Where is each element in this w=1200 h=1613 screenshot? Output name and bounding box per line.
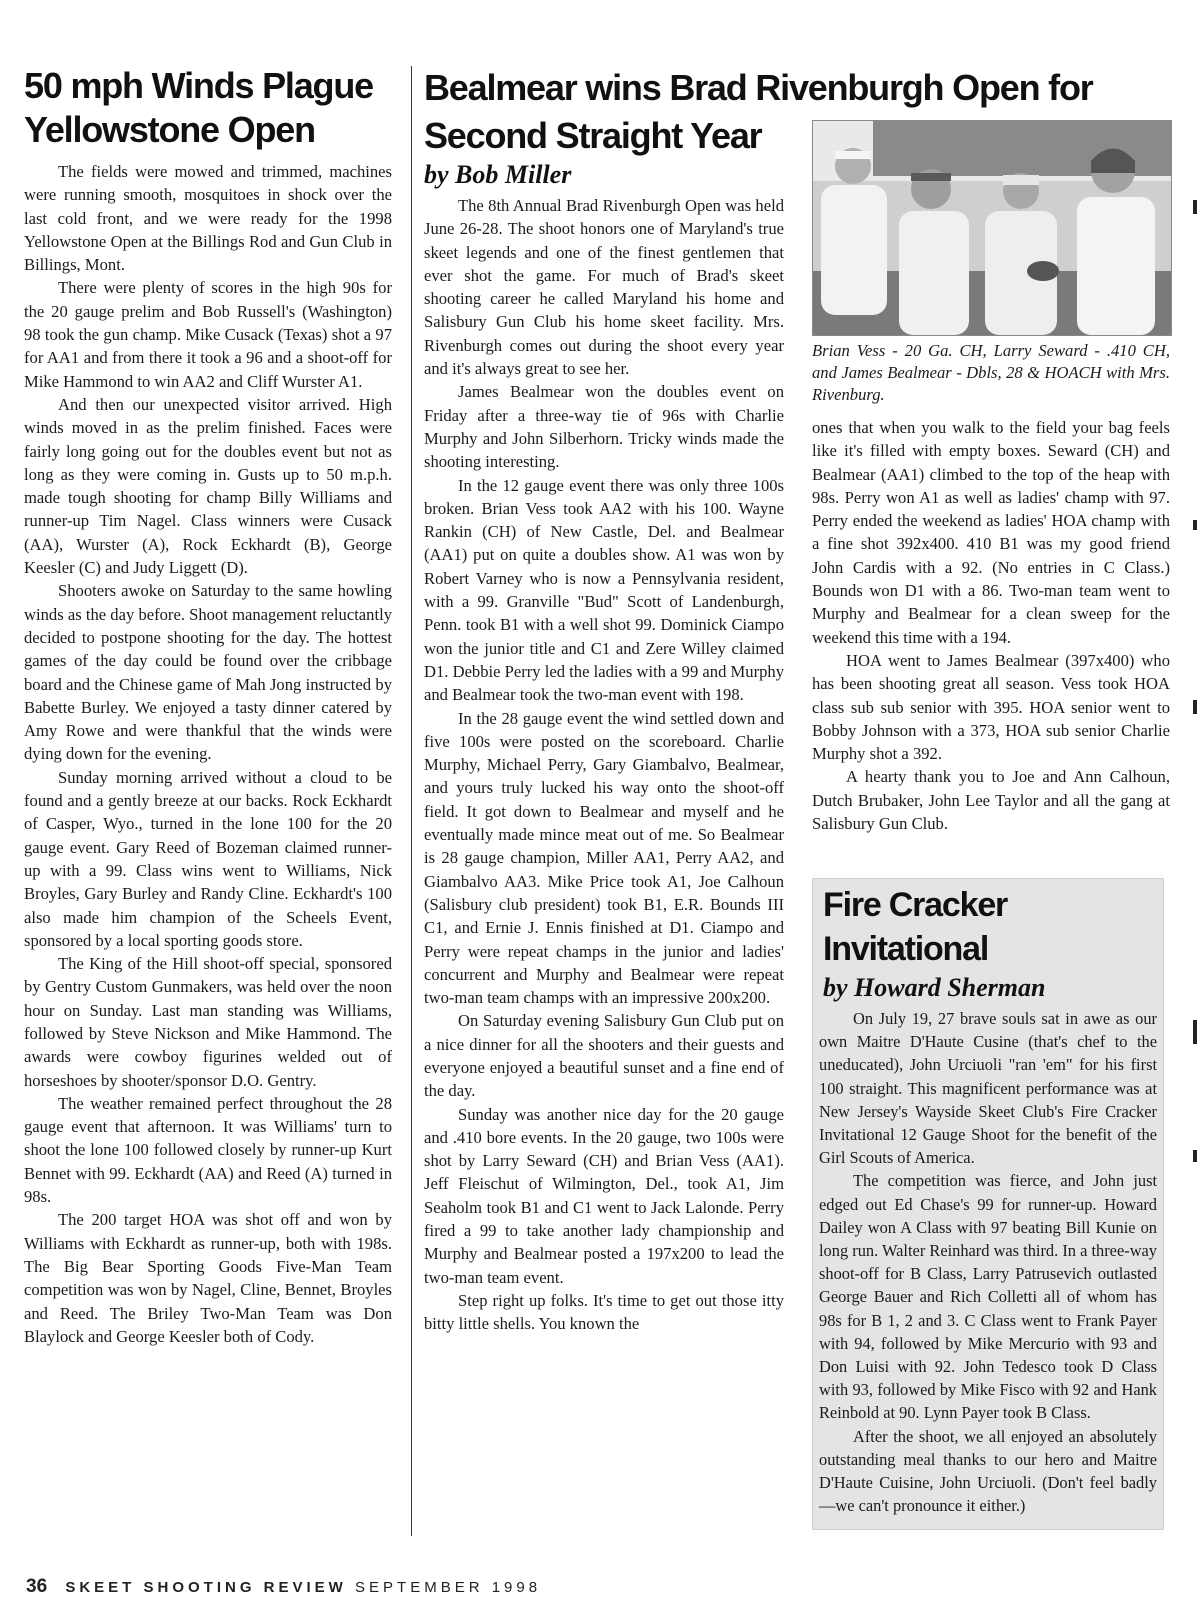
main-article [424, 160, 784, 1336]
main-byline: by Bob Miller [424, 160, 572, 189]
scan-edge-mark [1193, 700, 1197, 714]
paragraph: The 8th Annual Brad Rivenburgh Open was held June 26-28. The shoot honors one of Maryland's true skeet legends and one of the finest gentlemen that ever shot the game. For much of Brad's skeet shooting career he called Maryland his home and Salisbury Gun Club his home skeet facility. Mrs. Rivenburgh comes out during the shoot every year and it's always great to see her. [424, 196, 784, 379]
paragraph: Sunday was another nice day for the 20 gauge and .410 bore events. In the 20 gauge, two 100s were shot by Larry Seward (CH) and Brian Vess (AA1). Jeff Fleischut of Wilmington, Del., took A1, Jim Seaholm took B1 and C1 went to Jack Lalonde. Perry fired a 99 to take another lady championship and Murphy and Bealmear posted a 197x200 to lead the two-man team event. [424, 1104, 784, 1287]
left-headline: 50 mph Winds Plague Yellowstone Open [24, 65, 373, 150]
page-number: 36 [26, 1576, 48, 1597]
column-divider [411, 66, 412, 1536]
photo-illustration [813, 121, 1171, 335]
scan-edge-mark [1193, 520, 1197, 530]
fire-cracker-sidebar [812, 878, 1164, 1530]
paragraph: The King of the Hill shoot-off special, sponsored by Gentry Custom Gunmakers, was held over the noon hour on Sunday. Last man standing was Williams, followed by Steve Nickson and Mike Hammond. The awards were cowboy figurines welded out of horseshoes by shooter/sponsor D.O. Gentry. [24, 954, 392, 1090]
main-headline: Bealmear wins Brad Rivenburgh Open for Second Straight Year [424, 67, 1093, 156]
paragraph: HOA went to James Bealmear (397x400) who has been shooting great all season. Vess took HOA class sub sub senior with 395. HOA senior went to Bobby Johnson with a 373, HOA sub senior Charlie Murphy shot a 392. [812, 650, 1170, 764]
scan-edge-mark [1193, 1150, 1197, 1162]
paragraph: On July 19, 27 brave souls sat in awe as our own Maitre D'Haute Cusine (that's chef to the uneducated), John Urciuoli "ran 'em" for his first 100 straight. This magnificent performance was at New Jersey's Wayside Skeet Club's Fire Cracker Invitational 12 Gauge Shoot for the benefit of the Girl Scouts of America. [819, 1009, 1157, 1168]
paragraph: On Saturday evening Salisbury Gun Club put on a nice dinner for all the shooters and their guests and everyone enjoyed a beautiful sunset and a fine end of the day. [424, 1011, 784, 1101]
paragraph: The fields were mowed and trimmed, machines were running smooth, mosquitoes in shock over the last cold front, and we were ready for the 1998 Yellowstone Open at the Billings Rod and Gun Club in Billings, Mont. [24, 162, 392, 275]
magazine-name: SKEET SHOOTING REVIEW [65, 1579, 347, 1596]
paragraph: James Bealmear won the doubles event on Friday after a three-way tie of 96s with Charlie Murphy and John Silberhorn. Tricky winds made the shooting interesting. [424, 382, 784, 472]
left-article [24, 64, 392, 1348]
scan-edge-mark [1193, 1020, 1197, 1044]
paragraph: Sunday morning arrived without a cloud to be found and a gently breeze at our backs. Rock Eckhardt of Casper, Wyo., turned in the lone 100 for the 20 gauge event. Gary Reed of Bozeman claimed runner-up with a 99. Class wins went to Williams, Nick Broyles, Gary Burley and Randy Cline. Eckhardt's 100 also made him champion of the Scheels Event, sponsored by a local sporting goods store. [24, 767, 392, 950]
page-footer [26, 1576, 726, 1598]
paragraph: A hearty thank you to Joe and Ann Calhoun, Dutch Brubaker, John Lee Taylor and all the gang at Salisbury Gun Club. [812, 767, 1170, 834]
sidebar-body [819, 1007, 1157, 1517]
photo-caption: Brian Vess - 20 Ga. CH, Larry Seward - .410 CH, and James Bealmear - Dbls, 28 & HOACH with Mrs. Rivenburg. [812, 341, 1170, 404]
main-article-continued [812, 416, 1170, 835]
scan-edge-mark [1193, 200, 1197, 214]
left-article-body [24, 160, 392, 1348]
paragraph: The competition was fierce, and John just edged out Ed Chase's 99 for runner-up. Howard Dailey won A Class with 97 beating Bill Kunie on long run. Walter Reinhard was third. In a three-way shoot-off for B Class, Larry Patrusevich outlasted George Bauer and Rich Colletti all of whom has 98s for B 1, 2 and 3. C Class went to Frank Payer with 94, followed by Mike Mercurio with 93 and Don Luisi with 92. John Tedesco took D Class with 93, followed by Mike Fisco with 92 and Hank Reinbold at 90. Lynn Payer took B Class. [819, 1171, 1157, 1423]
paragraph: And then our unexpected visitor arrived. High winds moved in as the prelim finished. Faces were fairly long going out for the doubles event but not as long as they were coming in. Gusts up to 50 m.p.h. made tough shooting for champ Billy Williams and runner-up Tim Nagel. Class winners were Cusack (AA), Wurster (A), Rock Eckhardt (B), George Keesler (C) and Judy Liggett (D). [24, 394, 392, 578]
paragraph: The 200 target HOA was shot off and won by Williams with Eckhardt as runner-up, both with 198s. The Big Bear Sporting Goods Five-Man Team competition was won by Nagel, Cline, Bennet, Broyles and Reed. The Briley Two-Man Team was Don Blaylock and George Keesler both of Cody. [24, 1210, 392, 1346]
sidebar-headline: Fire Cracker Invitational [823, 886, 1008, 968]
issue-date: SEPTEMBER 1998 [355, 1579, 542, 1596]
paragraph: Shooters awoke on Saturday to the same howling winds as the day before. Shoot management reluctantly decided to postpone shooting for the day. The hottest games of the day could be found over the cribbage board and the Chinese game of Mah Jong instructed by Babette Burley. We enjoyed a tasty dinner catered by Amy Rowe and were thankful that the winds were dying down for the evening. [24, 581, 392, 764]
paragraph: ones that when you walk to the field your bag feels like it's filled with empty boxes. Seward (CH) and Bealmear (AA1) climbed to the top of the heap with 98s. Perry won A1 as well as ladies' champ with 97. Perry ended the weekend as ladies' HOA champ with a fine shot 392x400. 410 B1 was my good friend John Cardis with a 92. (No entries in C Class.) Bounds won D1 with a 86. Two-man team went to Murphy and Bealmear for a clean sweep for the weekend this time with a 194. [812, 418, 1170, 647]
paragraph: The weather remained perfect throughout the 28 gauge event that afternoon. It was Williams' turn to shoot the lone 100 followed closely by runner-up Kurt Bennet with 99. Eckhardt (AA) and Reed (A) turned in 98s. [24, 1093, 392, 1207]
sidebar-byline: by Howard Sherman [823, 973, 1046, 1002]
main-article-body [424, 194, 784, 1336]
paragraph: In the 28 gauge event the wind settled down and five 100s were posted on the scoreboard. Charlie Murphy, Michael Perry, Gary Giambalvo, Bealmear, and yours truly lucked his way onto the shoot-off field. It got down to Bealmear and myself and he eventually made mince meat out of me. So Bealmear is 28 gauge champion, Miller AA1, Perry AA2, and Giambalvo AA3. Mike Price took A1, Joe Calhoun (Salisbury club president) took B1, E.R. Bounds III C1, and Ernie J. Ennis finished at D1. Ciampo and Perry were repeat champs in the junior and ladies' concurrent and Murphy and Bealmear were repeat two-man team champs with an impressive 200x200. [424, 708, 784, 1008]
award-photo [812, 120, 1172, 336]
paragraph: In the 12 gauge event there was only three 100s broken. Brian Vess took AA2 with his 100. Wayne Rankin (CH) of New Castle, Del. and Bealmear (AA1) put on quite a doubles show. A1 was won by Robert Varney who is now a Pennsylvania resident, with a 99. Granville "Bud" Scott of Landenburgh, Penn. took B1 with a well shot 99. Dominick Ciampo won the junior title and C1 and Zere Willey claimed D1. Debbie Perry led the ladies with a 99 and Murphy and Bealmear took the two-man event with 198. [424, 475, 784, 705]
paragraph: Step right up folks. It's time to get out those itty bitty little shells. You known the [424, 1290, 784, 1334]
paragraph: After the shoot, we all enjoyed an absolutely outstanding meal thanks to our hero and Maitre D'Haute Cuisine, John Urciuoli. (Don't feel badly—we can't pronounce it either.) [819, 1426, 1157, 1516]
continued-body [812, 416, 1170, 835]
paragraph: There were plenty of scores in the high 90s for the 20 gauge prelim and Bob Russell's (Washington) 98 took the gun champ. Mike Cusack (Texas) shot a 97 for AA1 and from there it took a 96 and a shoot-off for Mike Hammond to win AA2 and Cliff Wurster A1. [24, 278, 392, 391]
